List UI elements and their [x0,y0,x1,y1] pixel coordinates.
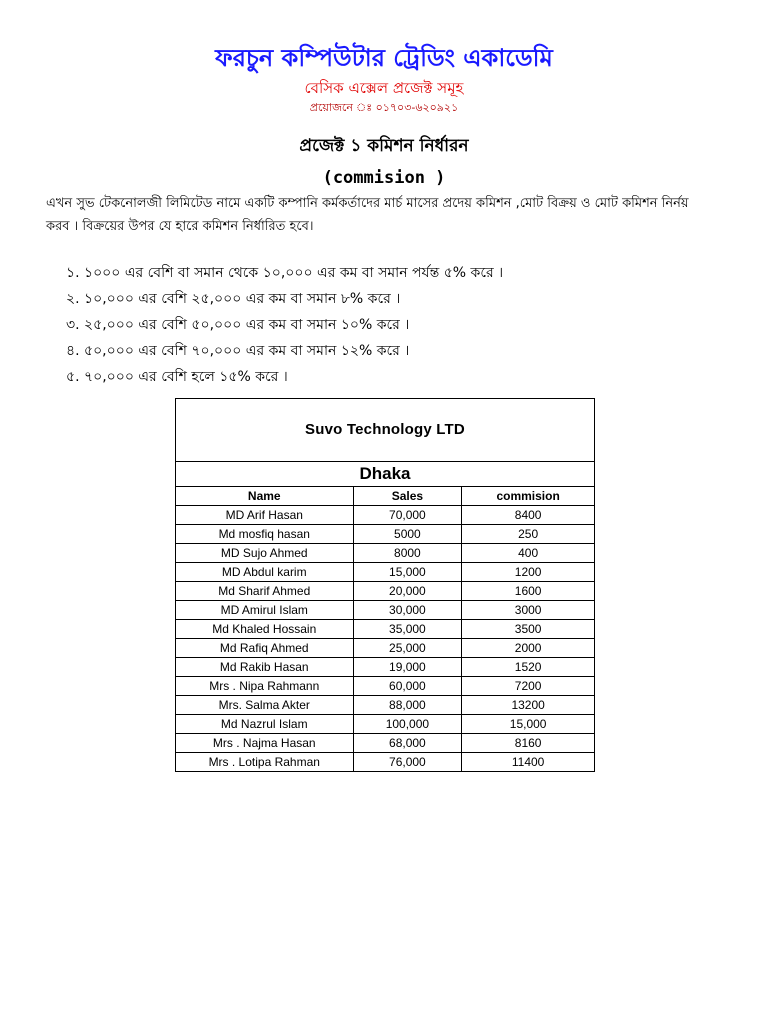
commision-cell: 7200 [462,677,595,696]
employee-name-cell: Md Khaled Hossain [176,620,354,639]
project-subtitle: (commision ) [322,168,446,188]
employee-name-cell: Md Rafiq Ahmed [176,639,354,658]
project-title: প্রজেক্ট ১ কমিশন নির্ধারন [299,136,469,156]
employee-name-cell: MD Sujo Ahmed [176,544,354,563]
commision-cell: 3000 [462,601,595,620]
city-name: Dhaka [176,462,595,487]
employee-name-cell: Mrs . Nipa Rahmann [176,677,354,696]
contact-number: প্রয়োজনে ঃ ০১৭০৩-৬২০৯২১ [309,101,459,114]
table-header-row [176,487,595,506]
sales-cell: 68,000 [353,734,462,753]
table-row [176,506,595,525]
employee-name-cell: Mrs . Najma Hasan [176,734,354,753]
academy-title: ফরচুন কম্পিউটার ট্রেডিং একাডেমি [215,44,553,72]
company-name: Suvo Technology LTD [176,399,595,462]
commision-cell: 3500 [462,620,595,639]
rule-item: ৫. ৭০,০০০ এর বেশি হলে ১৫% করে । [66,369,288,385]
table-row [176,677,595,696]
commision-cell: 8400 [462,506,595,525]
table-row [176,696,595,715]
company-row [176,399,595,462]
employee-name-cell: Mrs . Lotipa Rahman [176,753,354,772]
employee-name-cell: Md Rakib Hasan [176,658,354,677]
commision-cell: 1520 [462,658,595,677]
commision-cell: 400 [462,544,595,563]
sales-cell: 19,000 [353,658,462,677]
commision-cell: 2000 [462,639,595,658]
sales-cell: 100,000 [353,715,462,734]
table-row [176,658,595,677]
table-row [176,525,595,544]
sales-cell: 60,000 [353,677,462,696]
rule-item: ২. ১০,০০০ এর বেশি ২৫,০০০ এর কম বা সমান ৮% করে । [66,291,401,307]
sales-cell: 76,000 [353,753,462,772]
employee-name-cell: Mrs. Salma Akter [176,696,354,715]
commision-cell: 1200 [462,563,595,582]
employee-name-cell: MD Abdul karim [176,563,354,582]
sales-cell: 70,000 [353,506,462,525]
commision-cell: 250 [462,525,595,544]
sales-cell: 20,000 [353,582,462,601]
sales-cell: 5000 [353,525,462,544]
sales-cell: 8000 [353,544,462,563]
commision-cell: 8160 [462,734,595,753]
commision-cell: 13200 [462,696,595,715]
sales-cell: 35,000 [353,620,462,639]
sales-cell: 25,000 [353,639,462,658]
employee-name-cell: Md Nazrul Islam [176,715,354,734]
sales-cell: 15,000 [353,563,462,582]
sales-cell: 88,000 [353,696,462,715]
table-row [176,715,595,734]
employee-name-cell: Md mosfiq hasan [176,525,354,544]
rule-item: ১. ১০০০ এর বেশি বা সমান থেকে ১০,০০০ এর কম বা সমান পর্যন্ত ৫% করে । [66,265,504,281]
academy-subtitle: বেসিক এক্সেল প্রজেক্ট সমূহ [304,79,464,97]
employee-name-cell: MD Amirul Islam [176,601,354,620]
commision-cell: 15,000 [462,715,595,734]
sales-cell: 30,000 [353,601,462,620]
table-row [176,734,595,753]
commision-cell: 11400 [462,753,595,772]
table-row [176,544,595,563]
column-header-commision: commision [462,487,595,506]
table-body [176,506,595,772]
commission-rules-list [66,260,706,390]
column-header-name: Name [176,487,354,506]
rule-item: ৩. ২৫,০০০ এর বেশি ৫০,০০০ এর কম বা সমান ১০% করে । [66,317,410,333]
employee-name-cell: MD Arif Hasan [176,506,354,525]
table-row [176,601,595,620]
table-row [176,563,595,582]
city-row [176,462,595,487]
table-row [176,753,595,772]
intro-paragraph: এখন সুভ টেকনোলজী লিমিটেড নামে একটি কম্পানি কর্মকর্তাদের মার্চ মাসের প্রদেয় কমিশন ,মোট বিক্রয় ও মোট কমিশন নির্নয় করব । বিক্রয়ের উপর যে হারে কমিশন নির্ধারিত হবে। [46,196,689,234]
table-row [176,639,595,658]
column-header-sales: Sales [353,487,462,506]
table-row [176,582,595,601]
table-row [176,620,595,639]
employee-name-cell: Md Sharif Ahmed [176,582,354,601]
rule-item: ৪. ৫০,০০০ এর বেশি ৭০,০০০ এর কম বা সমান ১২% করে । [66,343,410,359]
commission-table [175,398,595,772]
commision-cell: 1600 [462,582,595,601]
